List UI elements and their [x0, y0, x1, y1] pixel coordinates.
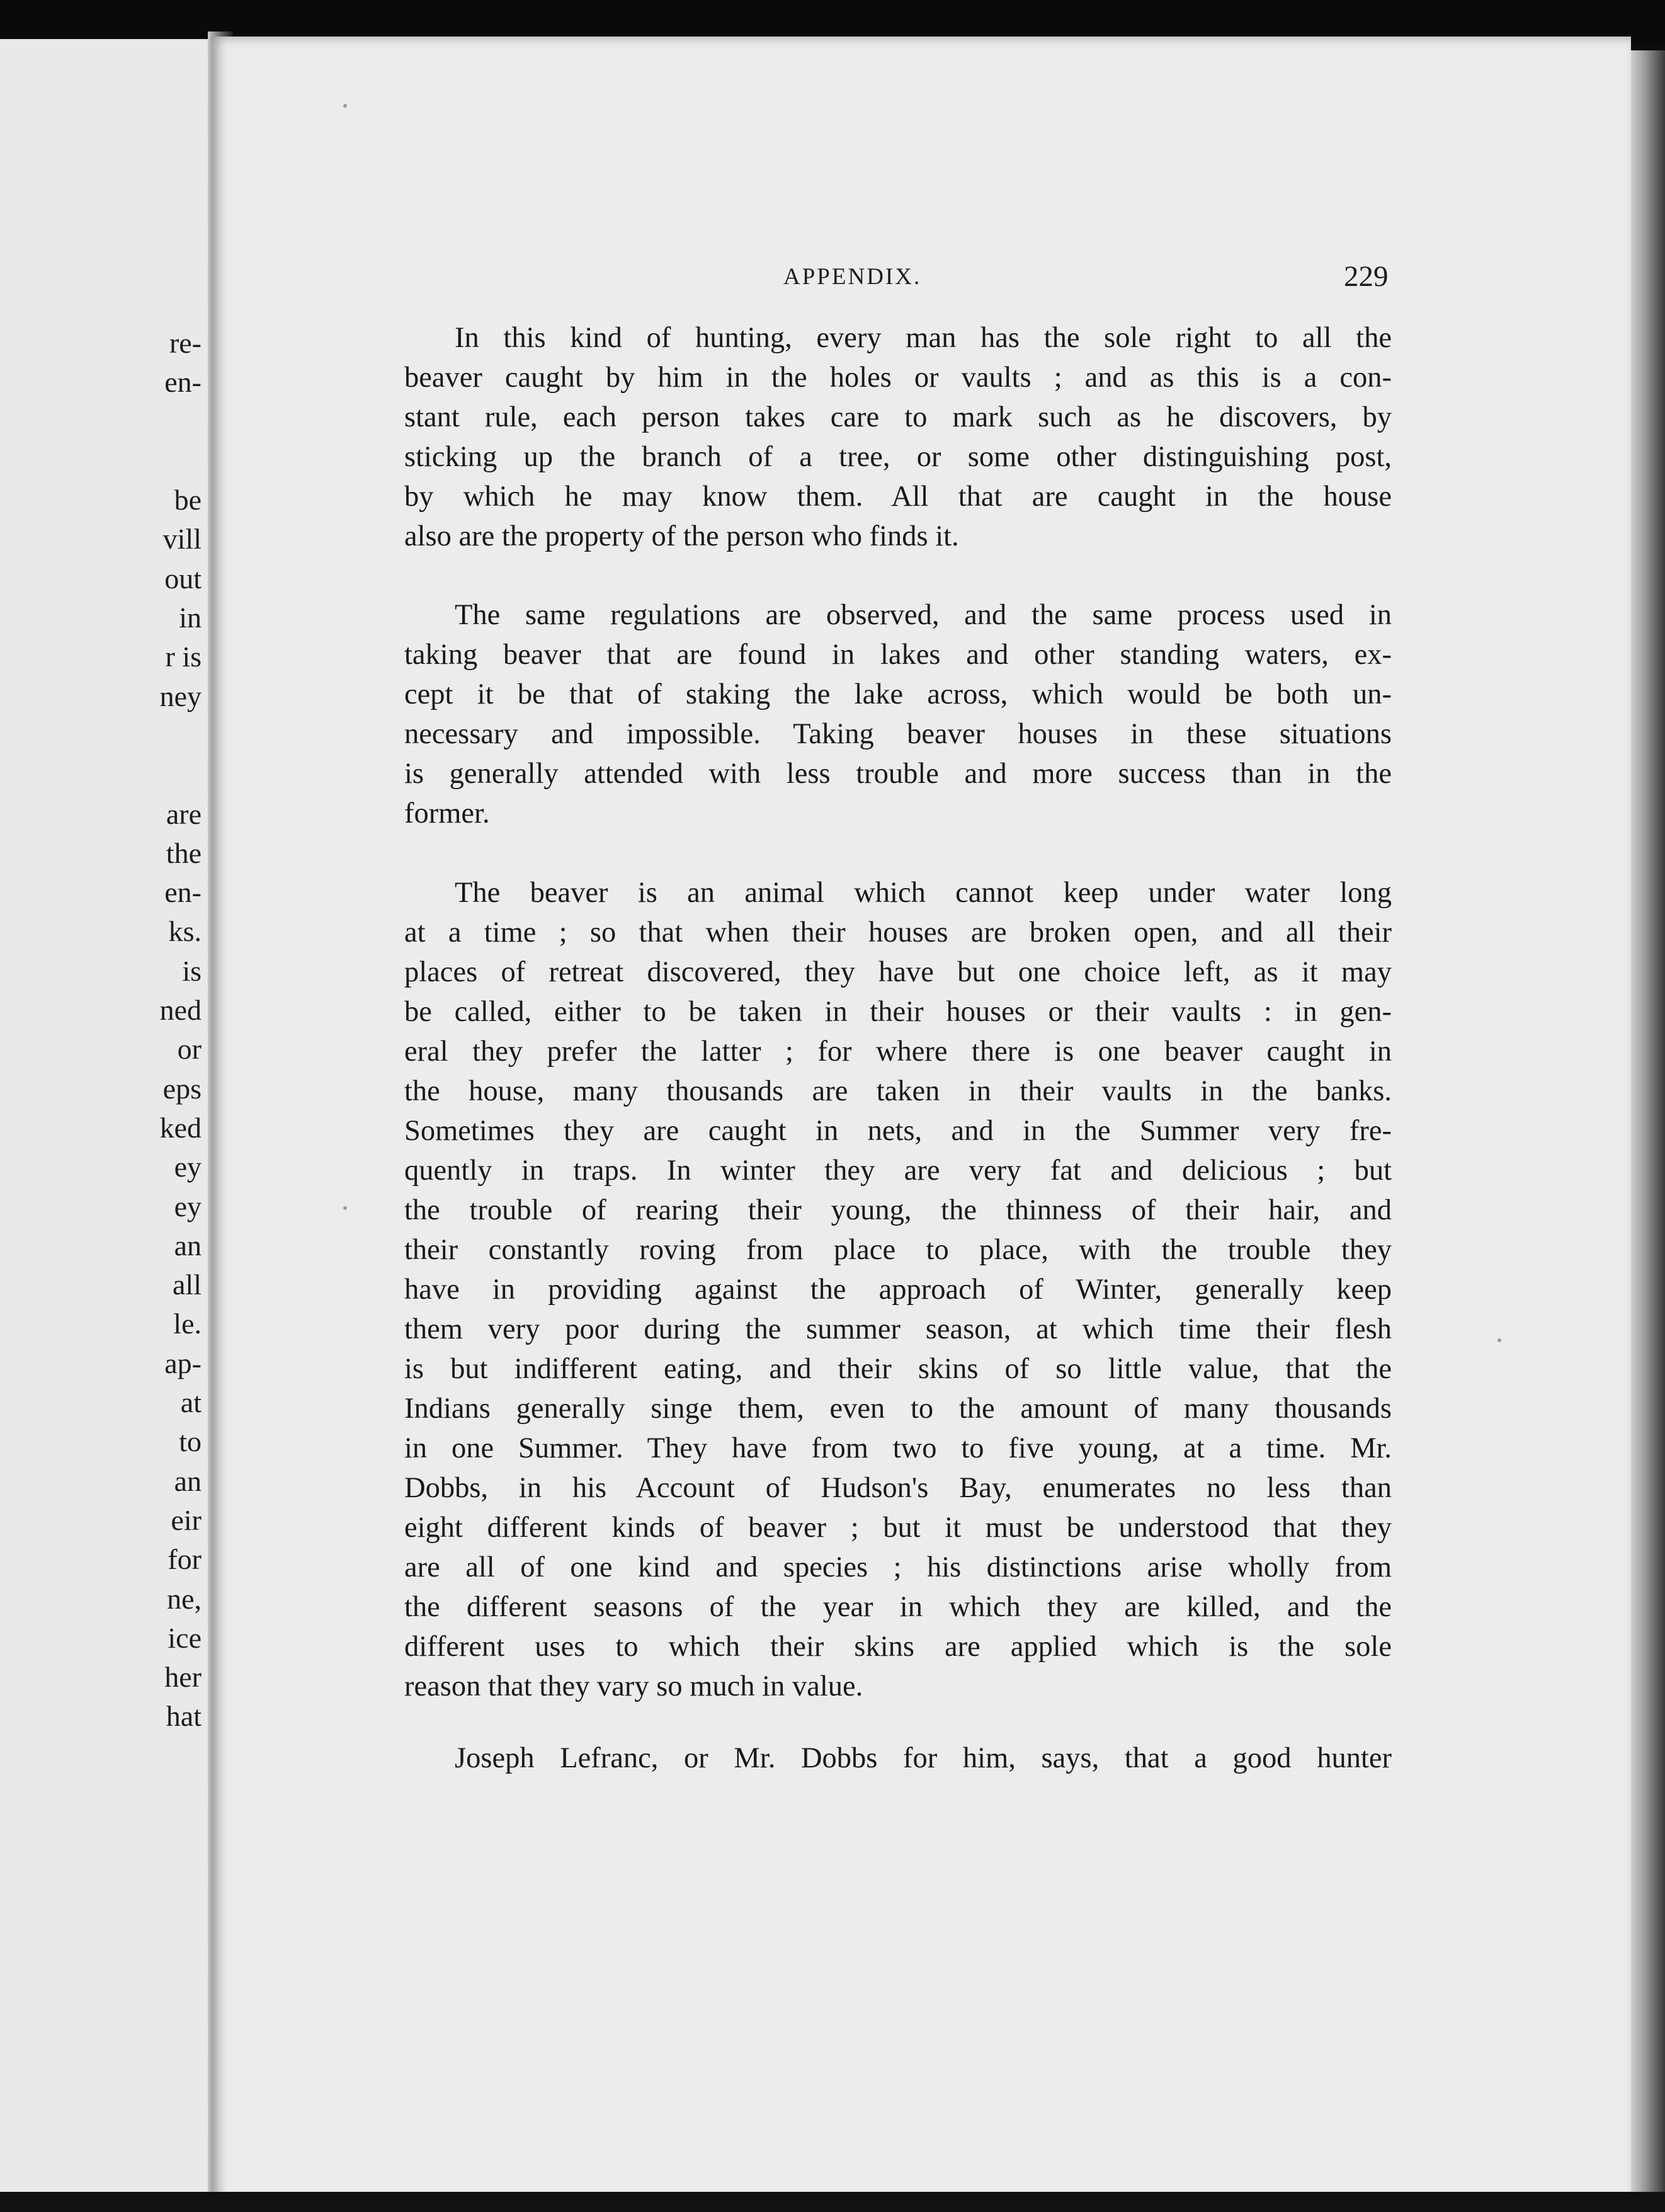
text-line: also are the property of the person who finds it. [404, 520, 959, 552]
facing-page-fragment [0, 402, 202, 442]
facing-page-fragment [0, 442, 202, 481]
text-line: at a time ; so that when their houses are broken open, and all their [404, 916, 1392, 949]
facing-page-fragment: eps [162, 1072, 202, 1105]
facing-page-fragment: is [182, 954, 202, 987]
text-line: Indians generally singe them, even to the amount of many thousands [404, 1393, 1392, 1425]
facing-page-fragment: her [164, 1661, 202, 1694]
text-line: Dobbs, in his Account of Hudson's Bay, enumerates no less than [404, 1472, 1392, 1504]
facing-page-fragment: ks. [168, 915, 202, 948]
facing-page-fragment: ice [168, 1621, 202, 1654]
facing-page-fragment: re- [169, 327, 202, 359]
text-line: their constantly roving from place to place, with the trouble they [404, 1234, 1392, 1266]
facing-page-fragment: or [177, 1033, 202, 1066]
text-line: eral they prefer the latter ; for where there is one beaver caught in [404, 1035, 1392, 1068]
text-line: be called, either to be taken in their houses or their vaults : in gen- [404, 996, 1392, 1028]
facing-page-fragment: in [179, 601, 202, 634]
text-line: are all of one kind and species ; his distinctions arise wholly from [404, 1551, 1392, 1583]
text-line: have in providing against the approach of Winter, generally keep [404, 1274, 1392, 1306]
page-edge-right [1631, 50, 1665, 2204]
facing-page-fragment: ney [159, 680, 202, 712]
scan-speck [343, 104, 347, 108]
text-line: by which he may know them. All that are caught in the house [404, 481, 1392, 513]
facing-page-fragment: are [166, 797, 202, 830]
text-line: is generally attended with less trouble and more success than in the [404, 758, 1392, 790]
text-line: quently in traps. In winter they are very fat and delicious ; but [404, 1154, 1392, 1187]
facing-page-fragment: ne, [167, 1582, 202, 1615]
facing-page-fragment: to [179, 1425, 202, 1458]
facing-page-fragment: the [166, 836, 202, 869]
facing-page-fragment: at [180, 1386, 202, 1419]
facing-page-fragment: ned [159, 994, 202, 1027]
scan-speck [1497, 1338, 1501, 1342]
facing-page-fragment: out [164, 562, 202, 595]
facing-page-fragment: for [168, 1543, 202, 1576]
text-line: the house, many thousands are taken in their vaults in the banks. [404, 1075, 1392, 1107]
text-line: Sometimes they are caught in nets, and in the Summer very fre- [404, 1115, 1392, 1147]
text-line: in one Summer. They have from two to five young, at a time. Mr. [404, 1432, 1392, 1464]
facing-page-fragment [0, 755, 202, 794]
facing-page-fragment: ey [174, 1151, 202, 1183]
text-line: former. [404, 797, 490, 830]
text-line: them very poor during the summer season, at which time their flesh [404, 1313, 1392, 1345]
facing-page-fragment: ked [159, 1111, 202, 1144]
text-line: the different seasons of the year in which they are killed, and the [404, 1591, 1392, 1623]
facing-page-fragment: r is [165, 641, 202, 673]
text-line: The beaver is an animal which cannot keep under water long [455, 877, 1392, 909]
text-line: Joseph Lefranc, or Mr. Dobbs for him, says, that a good hunter [455, 1742, 1392, 1774]
facing-page-fragment: en- [164, 876, 202, 909]
text-line: eight different kinds of beaver ; but it must be understood that they [404, 1512, 1392, 1544]
facing-page-fragment: an [174, 1229, 202, 1262]
text-line: sticking up the branch of a tree, or some other distinguishing post, [404, 441, 1392, 473]
facing-page-fragment: en- [164, 366, 202, 399]
text-line: different uses to which their skins are applied which is the sole [404, 1631, 1392, 1663]
text-line: the trouble of rearing their young, the thinness of their hair, and [404, 1194, 1392, 1226]
facing-page-text-fragments [0, 324, 202, 1736]
running-head: APPENDIX. [783, 264, 922, 290]
facing-page-fragment: all [173, 1268, 202, 1301]
facing-page-fragment: hat [166, 1700, 202, 1733]
facing-page-fragment [0, 716, 202, 755]
text-line: taking beaver that are found in lakes and other standing waters, ex- [404, 639, 1392, 671]
text-line: In this kind of hunting, every man has the sole right to all the [455, 322, 1392, 354]
facing-page-fragment: vill [162, 523, 202, 556]
text-line: reason that they vary so much in value. [404, 1670, 863, 1702]
facing-page-left [0, 39, 227, 2206]
scan-bottom-border [0, 2192, 1665, 2212]
facing-page-fragment: be [174, 484, 202, 516]
text-line: The same regulations are observed, and the same process used in [455, 599, 1392, 631]
scan-speck [343, 1206, 347, 1210]
facing-page-fragment: ap- [164, 1347, 202, 1379]
text-line: cept it be that of staking the lake across, which would be both un- [404, 678, 1392, 710]
facing-page-fragment: an [174, 1464, 202, 1497]
text-line: places of retreat discovered, they have but one choice left, as it may [404, 956, 1392, 988]
facing-page-fragment: ey [174, 1190, 202, 1223]
text-line: is but indifferent eating, and their skins of so little value, that the [404, 1353, 1392, 1385]
text-line: stant rule, each person takes care to mark such as he discovers, by [404, 401, 1392, 433]
facing-page-fragment: eir [171, 1503, 202, 1536]
page-number: 229 [1344, 260, 1389, 293]
text-line: beaver caught by him in the holes or vaults ; and as this is a con- [404, 362, 1392, 394]
facing-page-fragment: le. [173, 1308, 202, 1340]
text-line: necessary and impossible. Taking beaver houses in these situations [404, 718, 1392, 750]
